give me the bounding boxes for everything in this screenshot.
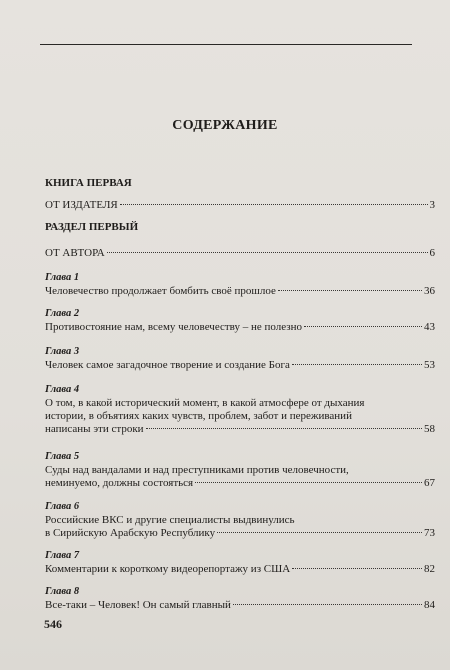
entry-page: 3	[429, 199, 435, 211]
leader-dots	[195, 482, 422, 483]
page-title: СОДЕРЖАНИЕ	[172, 118, 278, 133]
entry-text: О том, в какой исторический момент, в какой атмосфере от дыхания	[45, 397, 365, 409]
entry-text: Человек самое загадочное творение и создание Бога	[45, 359, 290, 371]
entry-page: 67	[424, 477, 435, 489]
leader-dots	[278, 290, 422, 291]
page-number: 546	[44, 617, 62, 631]
toc-entry-chapter-5[interactable]	[45, 450, 435, 490]
entry-text: написаны эти строки	[45, 423, 144, 435]
entry-text: Комментарии к короткому видеорепортажу из США	[45, 563, 291, 575]
leader-dots	[107, 252, 428, 253]
toc-entry-chapter-3[interactable]	[45, 345, 435, 372]
entry-page: 36	[424, 285, 435, 297]
entry-text: Все-таки – Человек! Он самый главный	[45, 599, 231, 611]
entry-text: истории, в объятиях каких чувств, проблем, забот и переживаний	[45, 410, 352, 422]
toc-entry-chapter-1[interactable]	[45, 271, 435, 298]
entry-page: 43	[424, 321, 435, 333]
leader-dots	[292, 364, 422, 365]
entry-text: Российские ВКС и другие специалисты выдвинулись	[45, 514, 295, 526]
top-rule	[40, 44, 412, 45]
leader-dots	[233, 604, 422, 605]
chapter-label: Глава 6	[45, 501, 80, 512]
toc-entry-chapter-7[interactable]	[45, 549, 435, 576]
entry-text: в Сирийскую Арабскую Республику	[45, 527, 216, 539]
chapter-label: Глава 3	[45, 346, 80, 357]
entry-text: Противостояние нам, всему человечеству – не полезно	[45, 321, 302, 333]
chapter-label: Глава 5	[45, 451, 80, 462]
entry-page: 53	[424, 359, 435, 371]
chapter-label: Глава 2	[45, 308, 80, 319]
entry-page: 6	[429, 247, 435, 259]
chapter-label: Глава 1	[45, 272, 80, 283]
entry-page: 73	[424, 527, 435, 539]
leader-dots	[146, 428, 422, 429]
toc-entry-chapter-6[interactable]	[45, 500, 435, 540]
leader-dots	[120, 204, 428, 205]
entry-text: ОТ ИЗДАТЕЛЯ	[45, 199, 118, 211]
entry-text: Суды над вандалами и над преступниками против человечности,	[45, 464, 349, 476]
chapter-label: Глава 7	[45, 550, 80, 561]
entry-text: Человечество продолжает бомбить своё прошлое	[45, 285, 276, 297]
toc-entry-author[interactable]	[45, 247, 435, 260]
entry-text: ОТ АВТОРА	[45, 247, 105, 259]
toc-entry-chapter-4[interactable]	[45, 383, 435, 436]
leader-dots	[292, 568, 422, 569]
chapter-label: Глава 4	[45, 384, 80, 395]
toc-entry-chapter-8[interactable]	[45, 585, 435, 612]
toc-entry-publisher[interactable]	[45, 199, 435, 212]
entry-page: 84	[424, 599, 435, 611]
entry-text: неминуемо, должны состояться	[45, 477, 194, 489]
entry-page: 82	[424, 563, 435, 575]
entry-page: 58	[424, 423, 435, 435]
book-heading: КНИГА ПЕРВАЯ	[45, 177, 132, 189]
leader-dots	[217, 532, 422, 533]
chapter-label: Глава 8	[45, 586, 80, 597]
leader-dots	[304, 326, 422, 327]
section-heading: РАЗДЕЛ ПЕРВЫЙ	[45, 221, 139, 233]
toc-entry-chapter-2[interactable]	[45, 307, 435, 334]
